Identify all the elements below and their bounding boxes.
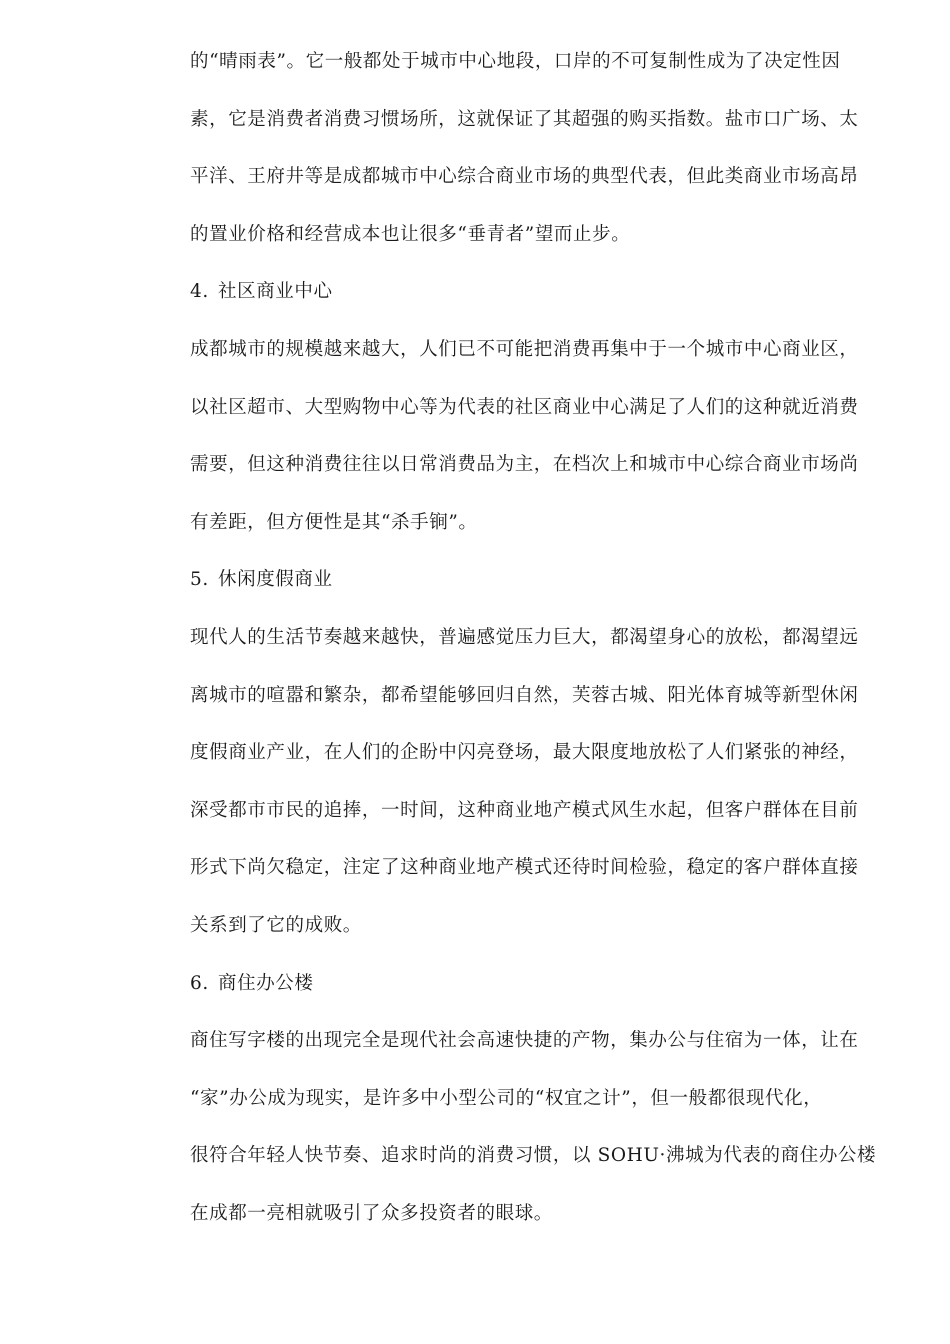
text-line: 商住写字楼的出现完全是现代社会高速快捷的产物，集办公与住宿为一体，让在 [190, 1030, 859, 1052]
section-heading-community-commerce [190, 270, 870, 328]
text-line: 的置业价格和经营成本也让很多“垂青者”望而止步。 [190, 223, 631, 245]
section-number: 4. [190, 281, 209, 303]
paragraph-office-residence [190, 1019, 877, 1249]
section-heading-office-residence [190, 962, 870, 1020]
document-page [190, 40, 877, 1249]
text-line: 离城市的喧嚣和繁杂，都希望能够回归自然，芙蓉古城、阳光体育城等新型休闲 [190, 684, 859, 706]
text-line: 需要，但这种消费往往以日常消费品为主，在档次上和城市中心综合商业市场尚 [190, 454, 859, 476]
text-line: 成都城市的规模越来越大，人们已不可能把消费再集中于一个城市中心商业区， [190, 338, 859, 360]
text-line: 关系到了它的成败。 [190, 914, 362, 936]
text-line: 现代人的生活节奏越来越快，普遍感觉压力巨大，都渴望身心的放松，都渴望远 [190, 626, 859, 648]
text-line: 度假商业产业，在人们的企盼中闪亮登场，最大限度地放松了人们紧张的神经， [190, 742, 859, 764]
section-title: 社区商业中心 [218, 281, 333, 303]
paragraph-city-center-commerce [190, 40, 870, 270]
text-line: 素，它是消费者消费习惯场所，这就保证了其超强的购买指数。盐市口广场、太 [190, 108, 859, 130]
text-line: 很符合年轻人快节奏、追求时尚的消费习惯，以 SOHU·沸城为代表的商住办公楼 [190, 1145, 877, 1167]
text-line: 有差距，但方便性是其“杀手锏”。 [190, 511, 478, 533]
text-line: 平洋、王府井等是成都城市中心综合商业市场的典型代表，但此类商业市场高昂 [190, 166, 859, 188]
section-title: 商住办公楼 [218, 972, 314, 994]
text-line: 深受都市市民的追捧，一时间，这种商业地产模式风生水起，但客户群体在目前 [190, 799, 859, 821]
text-line: “家”办公成为现实，是许多中小型公司的“权宜之计”，但一般都很现代化， [190, 1087, 823, 1109]
text-line: 形式下尚欠稳定，注定了这种商业地产模式还待时间检验，稳定的客户群体直接 [190, 857, 859, 879]
paragraph-community-commerce [190, 328, 870, 558]
section-number: 5. [190, 569, 209, 591]
section-number: 6. [190, 972, 209, 994]
text-line: 以社区超市、大型购物中心等为代表的社区商业中心满足了人们的这种就近消费 [190, 396, 859, 418]
text-line: 在成都一亮相就吸引了众多投资者的眼球。 [190, 1202, 553, 1224]
section-title: 休闲度假商业 [218, 569, 333, 591]
paragraph-leisure-commerce [190, 616, 870, 962]
section-heading-leisure-commerce [190, 558, 870, 616]
text-line: 的“晴雨表”。它一般都处于城市中心地段，口岸的不可复制性成为了决定性因 [190, 51, 841, 72]
